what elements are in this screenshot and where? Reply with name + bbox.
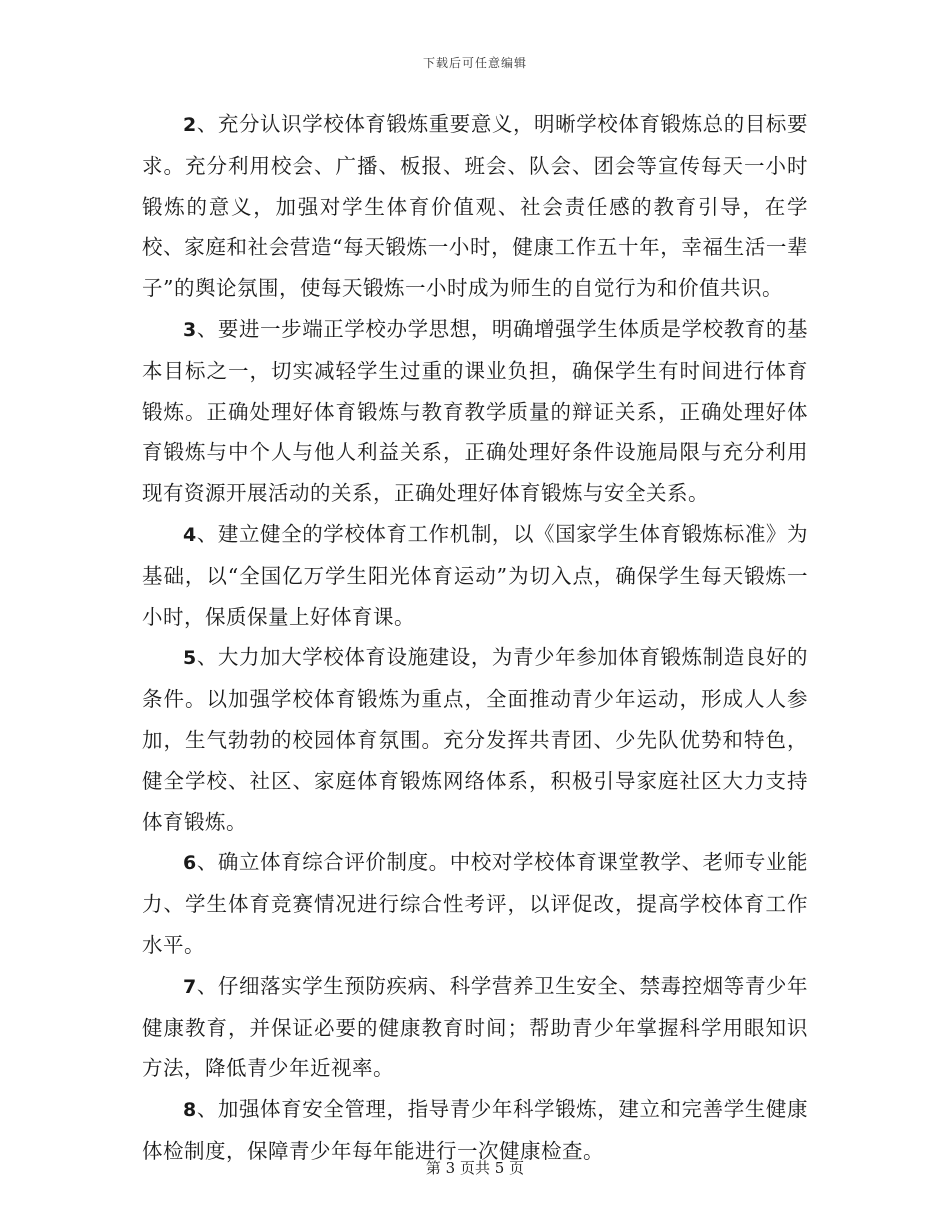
- item-number: 7: [183, 975, 197, 998]
- paragraph-item-5: [142, 637, 808, 842]
- item-number: 3: [183, 318, 197, 341]
- item-number: 5: [183, 647, 197, 670]
- paragraph-text: 、建立健全的学校体育工作机制，以《国家学生体育锻炼标准》为基础，以“全国亿万学生阳光体育运动”为切入点，确保学生每天锻炼一小时，保质保量上好体育课。: [142, 521, 808, 629]
- item-number: 8: [183, 1099, 197, 1122]
- paragraph-text: 、大力加大学校体育设施建设，为青少年参加体育锻炼制造良好的条件。以加强学校体育锻炼为重点，全面推动青少年运动，形成人人参加，生气勃勃的校园体育氛围。充分发挥共青团、少先队优势和特色，健全学校、社区、家庭体育锻炼网络体系，积极引导家庭社区大力支持体育锻炼。: [142, 645, 808, 834]
- page-header: 下载后可任意编辑: [422, 56, 527, 70]
- paragraph-text: 、充分认识学校体育锻炼重要意义，明晰学校体育锻炼总的目标要求。充分利用校会、广播、板报、班会、队会、团会等宣传每天一小时锻炼的意义，加强对学生体育价值观、社会责任感的教育引导，在学校、家庭和社会营造“每天锻炼一小时，健康工作五十年，幸福生活一辈子”的舆论氛围，使每天锻炼一小时成为师生的自觉行为和价值共识。: [142, 112, 808, 301]
- paragraph-text: 、仔细落实学生预防疾病、科学营养卫生安全、禁毒控烟等青少年健康教育，并保证必要的健康教育时间；帮助青少年掌握科学用眼知识方法，降低青少年近视率。: [142, 973, 808, 1081]
- page-number-footer: 第 3 页共 5 页: [425, 1159, 525, 1177]
- paragraph-item-2: [142, 104, 808, 309]
- paragraph-item-3: [142, 309, 808, 514]
- paragraph-text: 、要进一步端正学校办学思想，明确增强学生体质是学校教育的基本目标之一，切实减轻学生过重的课业负担，确保学生有时间进行体育锻炼。正确处理好体育锻炼与教育教学质量的辩证关系，正确处理好体育锻炼与中个人与他人利益关系，正确处理好条件设施局限与充分利用现有资源开展活动的关系，正确处理好体育锻炼与安全关系。: [142, 316, 808, 506]
- paragraph-item-4: [142, 514, 808, 637]
- paragraph-item-6: [142, 842, 808, 965]
- document-body: [142, 104, 808, 1172]
- paragraph-text: 、确立体育综合评价制度。中校对学校体育课堂教学、老师专业能力、学生体育竞赛情况进行综合性考评，以评促改，提高学校体育工作水平。: [142, 850, 808, 957]
- paragraph-item-7: [142, 966, 808, 1089]
- paragraph-text: 、加强体育安全管理，指导青少年科学锻炼，建立和完善学生健康体检制度，保障青少年每年能进行一次健康检查。: [142, 1097, 808, 1163]
- item-number: 6: [183, 852, 197, 875]
- item-number: 2: [183, 114, 197, 136]
- item-number: 4: [183, 523, 197, 546]
